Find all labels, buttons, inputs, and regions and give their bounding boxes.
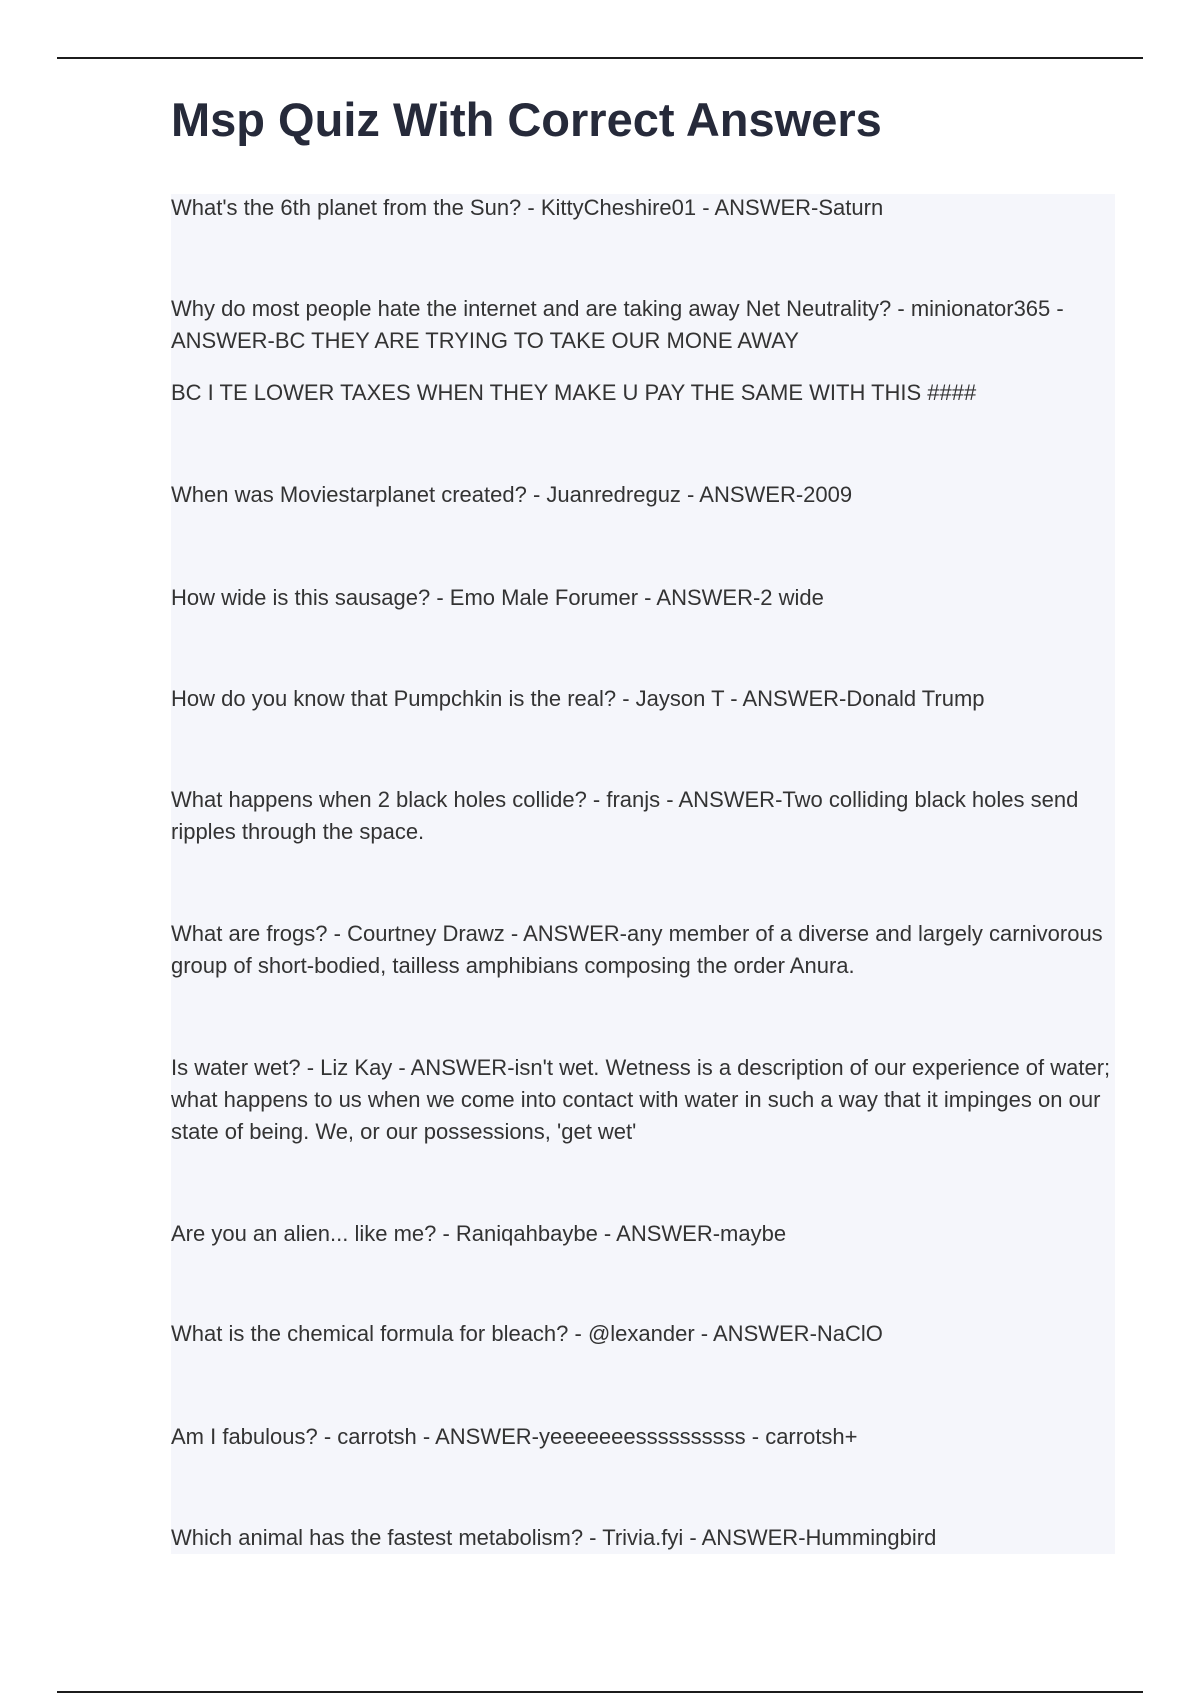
qa-item: Which animal has the fastest metabolism? - Trivia.fyi - ANSWER-Hummingbird (171, 1525, 937, 1550)
qa-item: How do you know that Pumpchkin is the real? - Jayson T - ANSWER-Donald Trump (171, 686, 985, 711)
top-rule (57, 57, 1143, 59)
qa-item: What's the 6th planet from the Sun? - KittyCheshire01 - ANSWER-Saturn (171, 195, 884, 220)
qa-item: What are frogs? - Courtney Drawz - ANSWER-any member of a diverse and largely carnivorous group of short-bodied, tailless amphibians composing the order Anura. (171, 921, 1103, 978)
qa-item: Are you an alien... like me? - Raniqahbaybe - ANSWER-maybe (171, 1221, 787, 1246)
qa-item: Why do most people hate the internet and are taking away Net Neutrality? - minionator365 - ANSWER-BC THEY ARE TRYING TO TAKE OUR MONE AWAY (171, 296, 1064, 353)
qa-item: How wide is this sausage? - Emo Male Forumer - ANSWER-2 wide (171, 585, 824, 610)
bottom-rule (57, 1691, 1143, 1693)
page-title: Msp Quiz With Correct Answers (171, 93, 882, 146)
qa-item: What happens when 2 black holes collide? - franjs - ANSWER-Two colliding black holes send ripples through the space. (171, 787, 1079, 844)
qa-item: When was Moviestarplanet created? - Juanredreguz - ANSWER-2009 (171, 482, 853, 507)
qa-item: What is the chemical formula for bleach? - @lexander - ANSWER-NaClO (171, 1321, 883, 1346)
qa-item: Am I fabulous? - carrotsh - ANSWER-yeeeeeeessssssssss - carrotsh+ (171, 1424, 858, 1449)
qa-item: Is water wet? - Liz Kay - ANSWER-isn't wet. Wetness is a description of our experience of water; what happens to us when we come into contact with water in such a way that it impinges on our state of being. We, or our possessions, 'get wet' (171, 1055, 1111, 1144)
qa-item: BC I TE LOWER TAXES WHEN THEY MAKE U PAY THE SAME WITH THIS #### (171, 380, 977, 405)
